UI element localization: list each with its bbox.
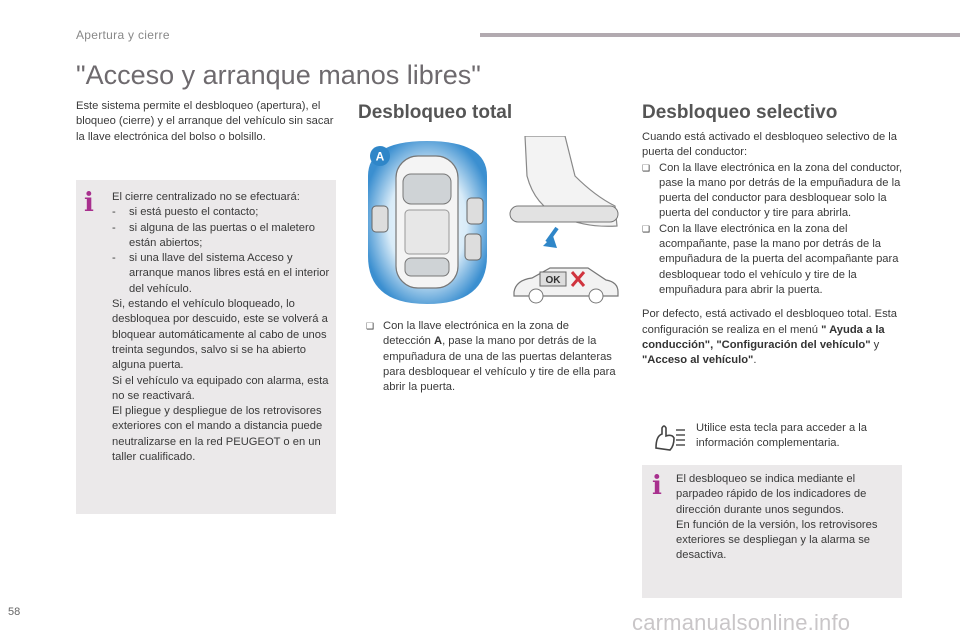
info-paragraph: Si, estando el vehículo bloqueado, lo desbloquea por descuido, este se volverá a bloquear automáticamente al cabo de unos treinta segundos, salvo si se ha abierto alguna puerta.: [112, 298, 328, 372]
car-roof: [405, 210, 449, 254]
door-handle: [510, 206, 618, 222]
info-paragraph: Si el vehículo va equipado con alarma, esta no se reactivará.: [112, 374, 329, 402]
menu-acceso: "Acceso al vehículo": [642, 354, 754, 367]
hand-tip-icon: [652, 422, 686, 452]
ok-label: OK: [545, 275, 561, 286]
heading-desbloqueo-total: Desbloqueo total: [358, 102, 513, 123]
list-item-text: si una llave del sistema Acceso y arranque manos libres está en el interior del vehículo.: [129, 252, 330, 295]
list-item: - si una llave del sistema Acceso y arranque manos libres está en el interior del vehículo.: [112, 252, 330, 295]
page-number: 58: [8, 606, 21, 618]
intro-paragraph: Este sistema permite el desbloqueo (apertura), el bloqueo (cierre) y el arranque del vehículo sin sacar la llave electrónica del bolso o bolsillo.: [76, 100, 334, 143]
key-fob-right: [467, 198, 483, 224]
list-item-text: Con la llave electrónica en la zona del conductor, pase la mano por detrás de la empuñadura de la puerta del conductor para desbloquear solo la puerta del conductor y tire para abrirla.: [659, 161, 903, 220]
info-box-right-text: [676, 472, 896, 564]
info-paragraph: En función de la versión, los retrovisores exteriores se despliegan y la alarma se desactiva.: [676, 518, 878, 562]
info-icon: i: [652, 471, 662, 501]
zone-a-label: A: [375, 149, 385, 164]
default-text: Por defecto, está activado el desbloqueo total. Esta configuración se realiza en el menú: [642, 308, 897, 336]
info-paragraph: El desbloqueo se indica mediante el parpadeo rápido de los indicadores de dirección durante unos segundos.: [676, 473, 867, 516]
instruction-text-cont: , pase la mano por detrás de la empuñadura de una de las puertas delanteras para desbloquear el vehículo y tire de ella para abrir la puerta.: [383, 335, 616, 394]
pointing-hand-icon: [652, 422, 686, 452]
hand-handle-illustration: [505, 136, 625, 254]
page-title: "Acceso y arranque manos libres": [76, 60, 481, 90]
sentence-end: .: [753, 354, 757, 367]
header-bar: [480, 33, 960, 37]
default-setting-paragraph: [642, 307, 904, 368]
menu-configuracion: "Configuración del vehículo": [716, 338, 871, 351]
menu-ayuda: " Ayuda a la conducción": [642, 323, 885, 351]
checkbox-bullet-icon: ❑: [366, 321, 375, 331]
section-label: Apertura y cierre: [76, 28, 170, 42]
info-box-right: [642, 465, 902, 598]
info-paragraph: El pliegue y despliegue de los retrovisores exteriores con el mando a distancia puede neutralizarse en la red PEUGEOT o en un taller cualificado.: [112, 405, 323, 464]
zone-reference: A: [434, 335, 443, 348]
car-side-svg: [510, 262, 622, 306]
selective-intro: Cuando está activado el desbloqueo selectivo de la puerta del conductor:: [642, 131, 898, 159]
total-instruction: [366, 319, 618, 395]
info-line: El cierre centralizado no se efectuará:: [112, 191, 300, 203]
selective-text: [642, 130, 904, 368]
instruction-text: Con la llave electrónica en la zona de detección: [383, 320, 569, 348]
tip-text: Utilice esta tecla para acceder a la información complementaria.: [696, 422, 868, 450]
key-fob-left: [372, 206, 388, 232]
menu-separator-y: y: [870, 338, 880, 351]
info-box-left: [76, 180, 336, 514]
list-item: - si está puesto el contacto;: [112, 206, 259, 219]
watermark: carmanualsonline.info: [632, 610, 851, 635]
heading-desbloqueo-selectivo: Desbloqueo selectivo: [642, 102, 838, 123]
car-rear-window: [405, 258, 449, 276]
list-item-text: si alguna de las puertas o el maletero están abiertos;: [129, 221, 315, 249]
checkbox-bullet-icon: ❑: [642, 162, 651, 173]
car-wheel-front: [529, 289, 543, 303]
key-fob-right-rear: [465, 234, 481, 260]
list-item: - si alguna de las puertas o el maletero están abiertos;: [112, 221, 315, 249]
list-item: [366, 319, 618, 395]
menu-separator: ,: [710, 338, 717, 351]
car-detection-illustration: [360, 136, 495, 306]
car-top-view-svg: [360, 136, 495, 306]
checkbox-bullet-icon: ❑: [642, 223, 651, 234]
list-item: [642, 222, 904, 298]
list-item-text: Con la llave electrónica en la zona del acompañante, pase la mano por detrás de la empuñadura de la puerta del acompañante para desbloquear todo el vehículo y tire de la empuñadura para abrir la puerta.: [659, 222, 899, 296]
info-box-left-text: [112, 190, 332, 465]
list-item: [642, 161, 904, 222]
car-wheel-rear: [589, 289, 603, 303]
info-icon: i: [84, 188, 94, 218]
hand-on-handle-svg: [505, 136, 625, 254]
list-item-text: si está puesto el contacto;: [129, 206, 259, 219]
car-windshield: [403, 174, 451, 204]
car-side-illustration: [510, 262, 622, 306]
